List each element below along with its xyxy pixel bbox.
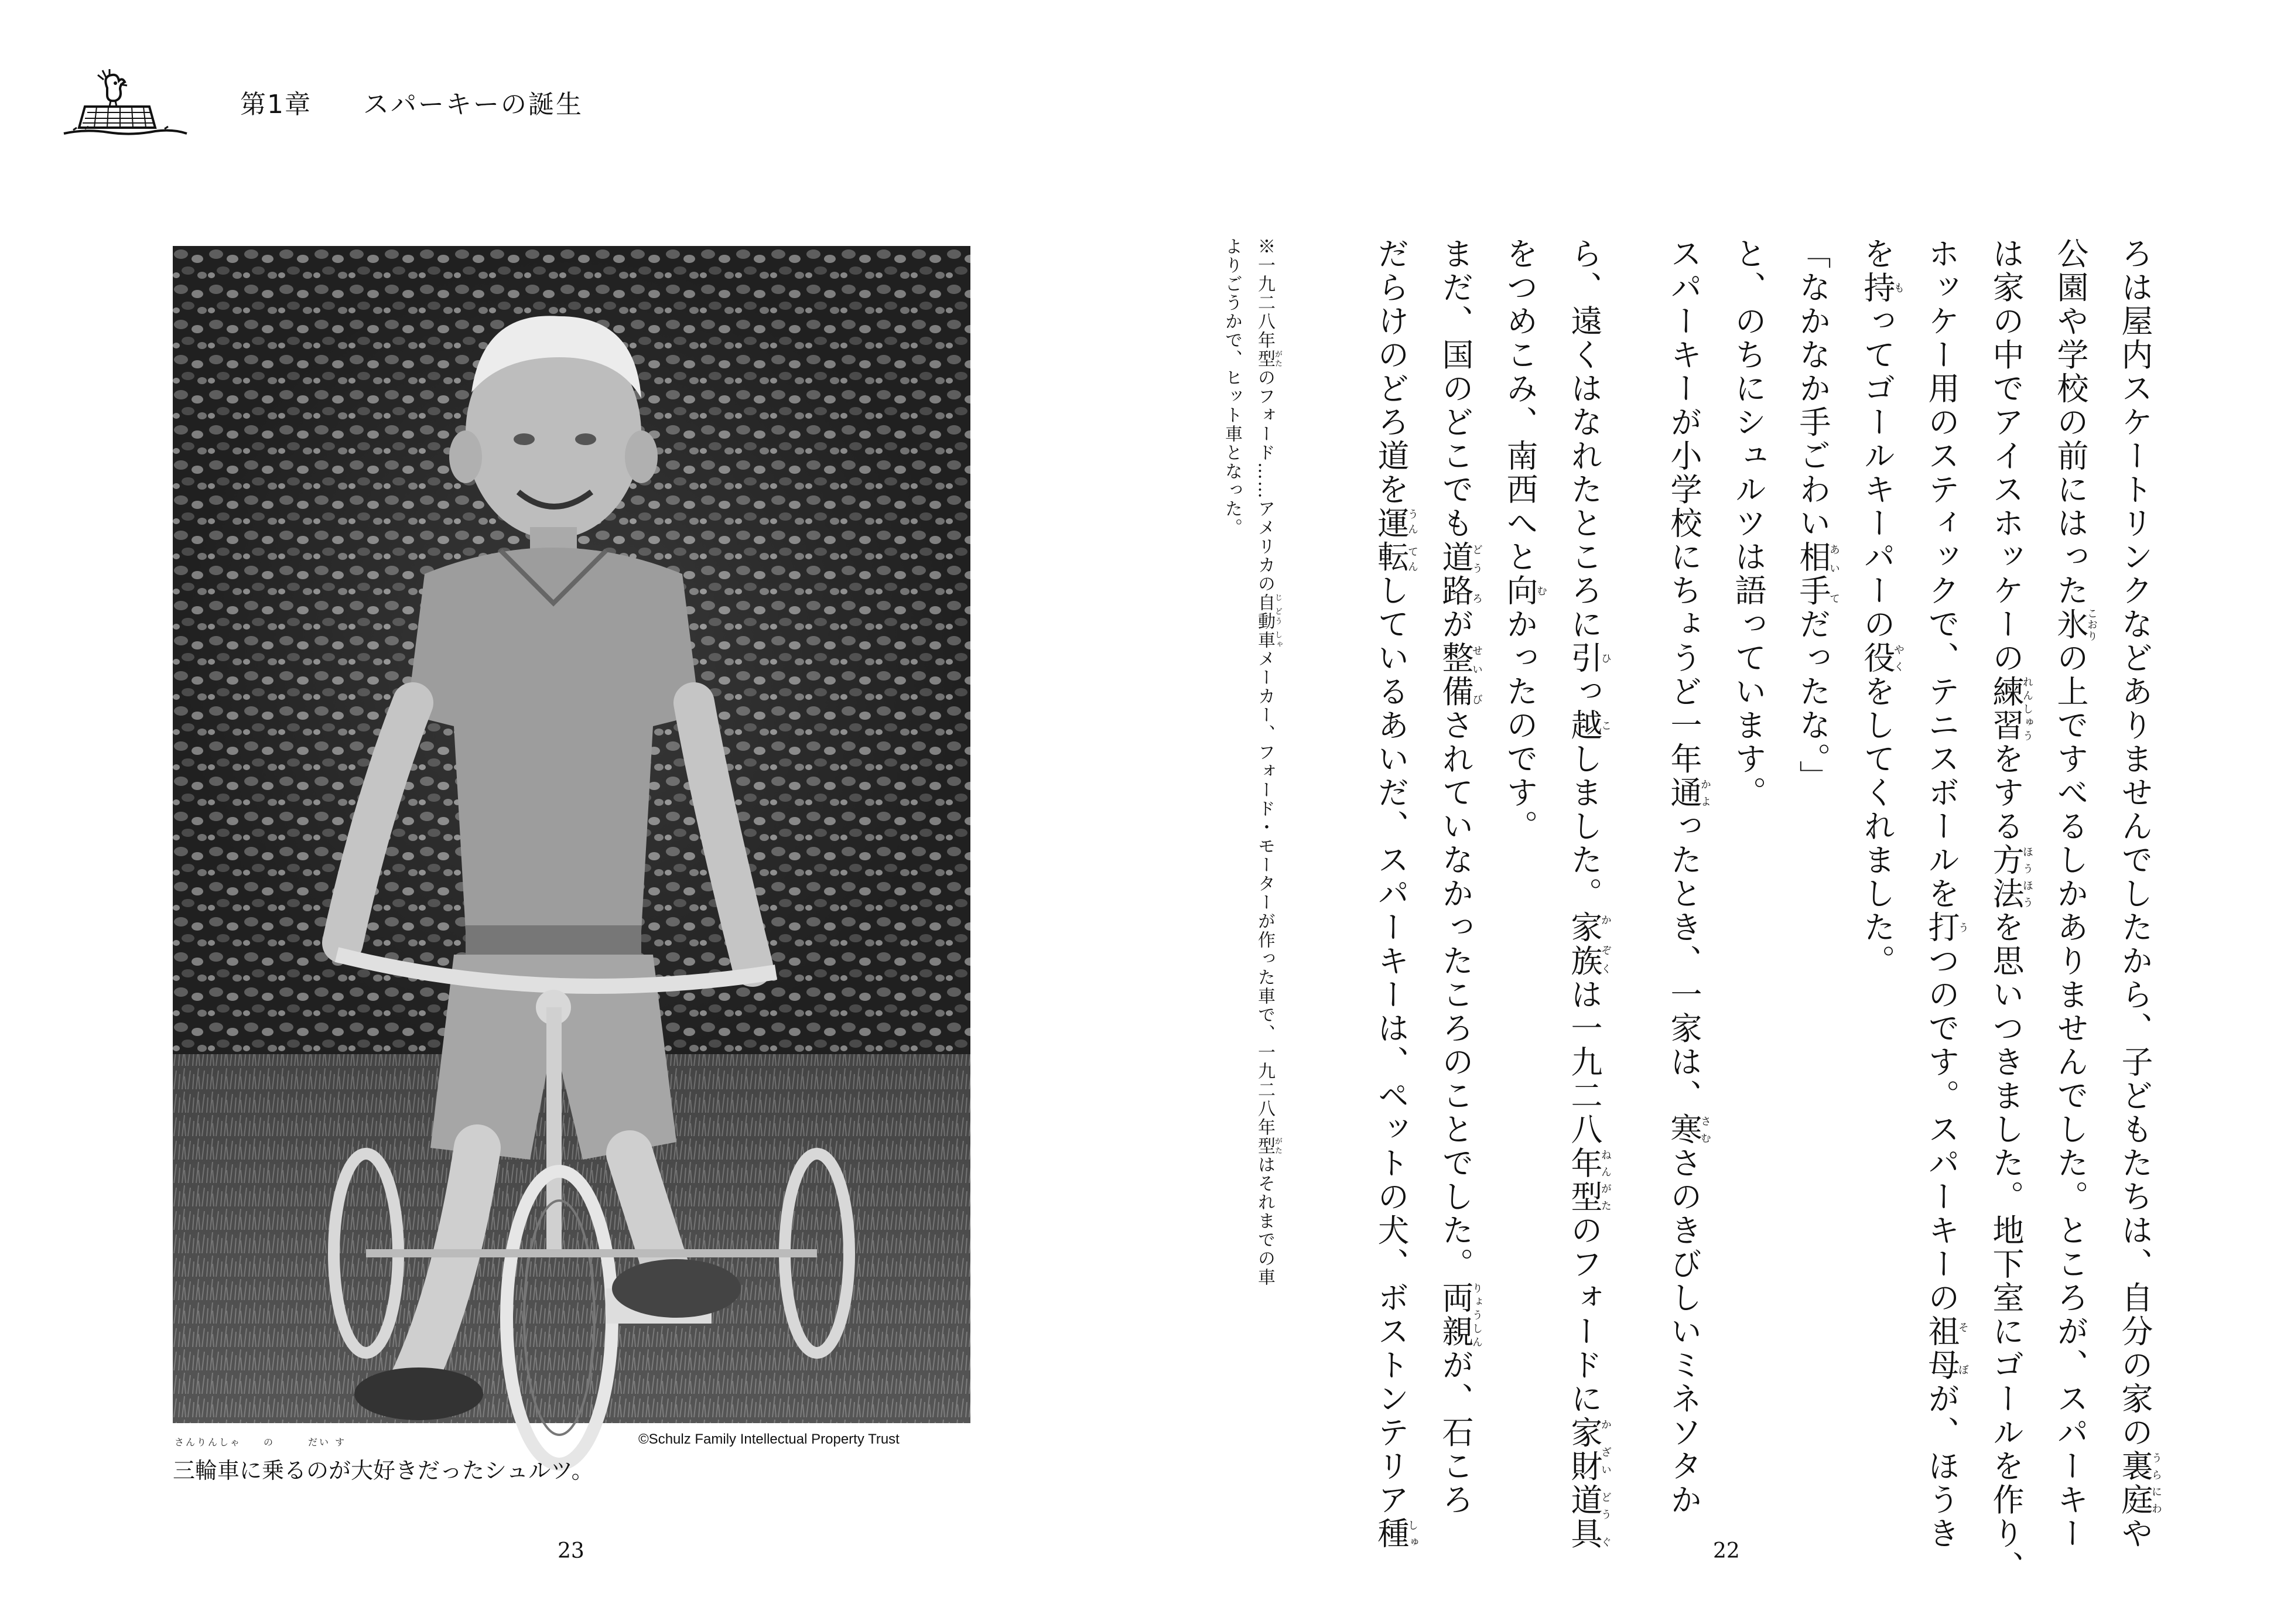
footnote [1215,237,1282,1496]
chapter-title: スパーキーの誕生 [363,90,583,119]
body-line: は家の中でアイスホッケーの練習れんしゅうをする方法ほうほうを思いつきました。地下室にゴールを作り、 [1988,237,2033,1584]
body-line: ホッケー用のスティックで、テニスボールを打うつのです。スパーキーの祖母そ ぼが、ほうき [1923,237,1969,1551]
body-line: スパーキーが小学校にちょうど一年通かよったとき、一家は、寒さむさのきびしいミネソタか [1666,237,1711,1517]
body-line: をつめこみ、南西へと向むかったのです。 [1502,237,1547,843]
body-line: を持もってゴールキーパーの役やくをしてくれました。 [1859,237,1905,978]
body-line: まだ、国のどこでも道路どう ろが整備せい びされていなかったころのことでした。両親りょうしんが、石ころ [1437,237,1483,1517]
body-line: だらけのどろ道を運転うん てんしているあいだ、スパーキーは、ペットの犬、ボストンテリア種しゅ [1373,237,1418,1551]
body-line: 「なかなか手ごわい相手あい てだったな。」 [1794,237,1840,794]
photo-caption-ruby: さんりんしゃ の だい す [175,1437,347,1448]
body-line: ら、遠くはなれたところに引ひっ越こしました。家族か ぞくは一九二八年型ねんがたのフォードに家財道具か ざい どう ぐ [1566,237,1612,1551]
footnote-line: ※一九二八年型がたのフォード……アメリカの自動車じ どう しゃメーカー、フォード・モーターが作った車で、一九二八年型がたはそれまでの車 [1254,237,1282,1287]
woodstock-on-doghouse-icon [61,64,190,146]
body-line: 公園や学校の前にはった氷こおりの上ですべるしかありませんでした。ところが、スパーキー [2052,237,2098,1551]
page-number-right: 22 [1713,1539,1740,1563]
body-line: と、のちにシュルツは語っています。 [1730,237,1767,810]
photo-caption: 三輪車に乗るのが大好きだったシュルツ。 [173,1458,594,1483]
page-number-left: 23 [558,1539,584,1563]
boy-on-tricycle-photo [173,246,970,1423]
photo-credit: ©Schulz Family Intellectual Property Trust [638,1431,900,1447]
chapter-number: 第1章 [240,90,312,119]
body-line: ろは屋内スケートリンクなどありませんでしたから、子どもたちは、自分の家の裏庭うらにわや [2117,237,2162,1551]
footnote-line: よりごうかで、ヒット車となった。 [1222,237,1242,537]
